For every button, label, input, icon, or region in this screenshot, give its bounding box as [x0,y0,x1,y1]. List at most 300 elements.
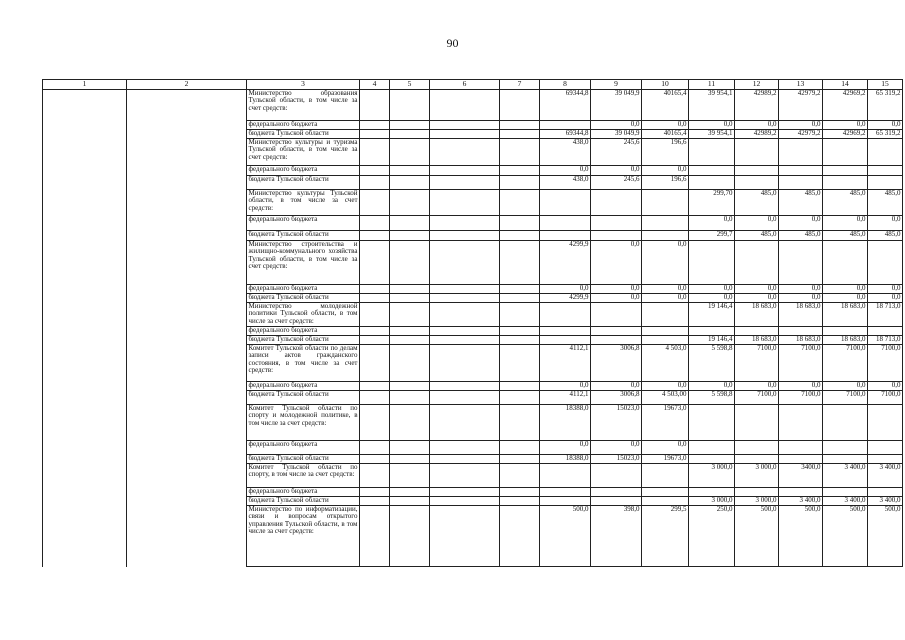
value-cell [779,405,823,441]
empty-cell [430,506,500,567]
value-cell: 0,0 [779,216,823,231]
row-description: Комитет Тульской области по спорту и молодежной политике, в том числе за счет средств: [247,405,360,441]
value-cell [689,176,735,190]
empty-cell [500,488,540,497]
empty-cell [430,382,500,391]
column-header-4: 4 [360,80,390,90]
value-cell [540,121,591,130]
value-cell [735,176,779,190]
value-cell: 0,0 [735,216,779,231]
value-cell: 0,0 [642,166,689,176]
value-cell: 3006,8 [591,345,642,382]
empty-cell [127,241,247,285]
value-cell: 500,0 [735,506,779,567]
empty-cell [500,455,540,464]
value-cell [868,166,903,176]
empty-cell [390,405,430,441]
empty-cell [127,441,247,455]
value-cell: 7100,0 [735,391,779,405]
value-cell: 0,0 [868,294,903,303]
row-description: бюджета Тульской области [247,391,360,405]
value-cell [823,176,868,190]
table-row [43,285,903,294]
value-cell: 4 503,00 [642,391,689,405]
value-cell: 40165,4 [642,90,689,121]
value-cell: 7100,0 [868,391,903,405]
empty-cell [43,130,127,139]
empty-cell [430,303,500,327]
empty-cell [127,190,247,216]
value-cell: 3 400,0 [823,497,868,506]
value-cell [735,405,779,441]
value-cell: 0,0 [779,382,823,391]
value-cell [779,455,823,464]
empty-cell [430,441,500,455]
value-cell: 4112,1 [540,391,591,405]
empty-cell [430,336,500,345]
empty-cell [127,455,247,464]
empty-cell [127,90,247,121]
value-cell: 42989,2 [735,90,779,121]
empty-cell [360,285,390,294]
value-cell: 3 000,0 [689,497,735,506]
value-cell: 18 683,0 [779,303,823,327]
empty-cell [127,506,247,567]
table-row [43,391,903,405]
empty-cell [360,345,390,382]
value-cell: 3 400,0 [868,497,903,506]
empty-cell [500,382,540,391]
value-cell: 3 000,0 [689,464,735,488]
table-row [43,166,903,176]
empty-cell [127,303,247,327]
value-cell: 196,6 [642,176,689,190]
empty-cell [390,285,430,294]
empty-cell [390,241,430,285]
value-cell: 18 683,0 [779,336,823,345]
table-row [43,190,903,216]
empty-cell [430,464,500,488]
empty-cell [430,455,500,464]
empty-cell [390,294,430,303]
empty-cell [360,139,390,166]
empty-cell [127,327,247,336]
column-header-1: 1 [43,80,127,90]
column-header-10: 10 [642,80,689,90]
empty-cell [43,294,127,303]
value-cell: 500,0 [868,506,903,567]
value-cell: 0,0 [735,382,779,391]
empty-cell [360,231,390,241]
value-cell [868,327,903,336]
empty-cell [127,464,247,488]
empty-cell [430,285,500,294]
value-cell [642,303,689,327]
table-row [43,216,903,231]
value-cell: 69344,8 [540,90,591,121]
table-row [43,497,903,506]
empty-cell [500,130,540,139]
empty-cell [360,382,390,391]
table-row [43,345,903,382]
row-description: Комитет Тульской области по делам записи актов гражданского состояния, в том числе за счет средств: [247,345,360,382]
empty-cell [127,382,247,391]
value-cell: 7100,0 [823,391,868,405]
empty-cell [430,121,500,130]
value-cell: 0,0 [591,294,642,303]
empty-cell [127,294,247,303]
value-cell: 0,0 [642,121,689,130]
row-description: федерального бюджета [247,285,360,294]
value-cell: 0,0 [540,166,591,176]
value-cell: 3 400,0 [868,464,903,488]
empty-cell [390,166,430,176]
value-cell: 0,0 [540,285,591,294]
empty-cell [43,121,127,130]
empty-cell [390,497,430,506]
value-cell: 438,0 [540,176,591,190]
value-cell: 0,0 [735,121,779,130]
value-cell [779,441,823,455]
value-cell: 485,0 [735,231,779,241]
empty-cell [390,441,430,455]
value-cell: 42979,2 [779,130,823,139]
empty-cell [500,345,540,382]
table-row [43,441,903,455]
value-cell [540,190,591,216]
value-cell [735,241,779,285]
empty-cell [360,464,390,488]
value-cell: 19 146,4 [689,303,735,327]
value-cell: 7100,0 [779,345,823,382]
empty-cell [500,294,540,303]
row-description: федерального бюджета [247,166,360,176]
empty-cell [127,285,247,294]
value-cell: 0,0 [823,382,868,391]
empty-cell [43,441,127,455]
row-description: бюджета Тульской области [247,130,360,139]
empty-cell [390,506,430,567]
empty-cell [500,506,540,567]
value-cell [689,327,735,336]
value-cell [591,303,642,327]
value-cell: 0,0 [735,294,779,303]
empty-cell [430,405,500,441]
value-cell [642,327,689,336]
empty-cell [500,139,540,166]
value-cell [689,241,735,285]
value-cell [735,455,779,464]
empty-cell [390,327,430,336]
column-header-12: 12 [735,80,779,90]
empty-cell [360,336,390,345]
empty-cell [360,130,390,139]
empty-cell [43,216,127,231]
empty-cell [127,391,247,405]
empty-cell [500,176,540,190]
table-row [43,488,903,497]
value-cell: 500,0 [779,506,823,567]
empty-cell [127,405,247,441]
empty-cell [360,166,390,176]
empty-cell [127,121,247,130]
empty-cell [390,391,430,405]
value-cell: 500,0 [540,506,591,567]
value-cell [735,441,779,455]
column-header-8: 8 [540,80,591,90]
value-cell [540,216,591,231]
value-cell [642,190,689,216]
value-cell: 0,0 [642,285,689,294]
value-cell [642,231,689,241]
value-cell: 18 683,0 [823,336,868,345]
empty-cell [43,506,127,567]
row-description: федерального бюджета [247,216,360,231]
value-cell: 0,0 [689,216,735,231]
row-description: Министерство строительства и жилищно-коммунального хозяйства Тульской области, в том числе за счет средств: [247,241,360,285]
empty-cell [390,90,430,121]
value-cell: 0,0 [591,441,642,455]
value-cell: 0,0 [591,166,642,176]
value-cell: 196,6 [642,139,689,166]
empty-cell [360,190,390,216]
table-row [43,231,903,241]
value-cell [540,488,591,497]
value-cell: 0,0 [642,294,689,303]
value-cell [540,497,591,506]
value-cell [779,139,823,166]
value-cell: 4299,9 [540,294,591,303]
empty-cell [43,176,127,190]
value-cell [735,488,779,497]
column-header-14: 14 [823,80,868,90]
column-header-13: 13 [779,80,823,90]
value-cell: 0,0 [642,441,689,455]
value-cell: 0,0 [642,382,689,391]
empty-cell [430,176,500,190]
table-row [43,176,903,190]
value-cell: 19 146,4 [689,336,735,345]
value-cell [868,176,903,190]
empty-cell [360,121,390,130]
value-cell [591,488,642,497]
value-cell: 485,0 [779,231,823,241]
value-cell [735,139,779,166]
empty-cell [500,303,540,327]
value-cell: 18388,0 [540,455,591,464]
value-cell: 250,0 [689,506,735,567]
row-description: Министерство культуры и туризма Тульской области, в том числе за счет средств: [247,139,360,166]
empty-cell [127,231,247,241]
empty-cell [500,121,540,130]
empty-cell [500,231,540,241]
value-cell: 0,0 [540,382,591,391]
value-cell: 0,0 [591,285,642,294]
empty-cell [43,90,127,121]
table-row [43,303,903,327]
empty-cell [500,90,540,121]
empty-cell [500,497,540,506]
row-description: федерального бюджета [247,488,360,497]
empty-cell [390,176,430,190]
value-cell: 0,0 [591,382,642,391]
value-cell: 7100,0 [823,345,868,382]
empty-cell [500,464,540,488]
row-description: федерального бюджета [247,382,360,391]
value-cell [591,190,642,216]
value-cell [823,241,868,285]
value-cell: 0,0 [823,216,868,231]
value-cell: 4299,9 [540,241,591,285]
empty-cell [43,497,127,506]
row-description: федерального бюджета [247,121,360,130]
value-cell: 0,0 [868,285,903,294]
empty-cell [360,488,390,497]
empty-cell [430,241,500,285]
table-row [43,327,903,336]
empty-cell [127,139,247,166]
empty-cell [360,441,390,455]
empty-cell [500,241,540,285]
empty-cell [43,190,127,216]
value-cell: 438,0 [540,139,591,166]
value-cell [689,488,735,497]
empty-cell [127,345,247,382]
empty-cell [430,90,500,121]
value-cell [823,405,868,441]
value-cell [779,327,823,336]
row-description: бюджета Тульской области [247,336,360,345]
value-cell: 485,0 [823,190,868,216]
empty-cell [127,336,247,345]
empty-cell [43,405,127,441]
value-cell: 0,0 [591,241,642,285]
row-description: бюджета Тульской области [247,176,360,190]
table-body [43,90,903,567]
value-cell: 19673,0 [642,405,689,441]
value-cell [642,464,689,488]
value-cell: 0,0 [779,121,823,130]
empty-cell [500,190,540,216]
value-cell [868,241,903,285]
value-cell: 42979,2 [779,90,823,121]
row-description: Министерство культуры Тульской области, в том числе за счет средств: [247,190,360,216]
empty-cell [360,405,390,441]
value-cell: 18 683,0 [735,303,779,327]
value-cell: 3006,8 [591,391,642,405]
value-cell: 0,0 [642,241,689,285]
empty-cell [390,139,430,166]
value-cell: 18 713,0 [868,303,903,327]
value-cell [823,441,868,455]
table-row [43,455,903,464]
empty-cell [43,488,127,497]
empty-cell [500,336,540,345]
value-cell: 0,0 [689,285,735,294]
empty-cell [500,166,540,176]
empty-cell [360,497,390,506]
table-row [43,121,903,130]
row-description: Министерство молодежной политики Тульской области, в том числе за счет средств: [248,302,358,325]
empty-cell [43,345,127,382]
table-row [43,464,903,488]
value-cell: 3 400,0 [823,464,868,488]
empty-cell [390,455,430,464]
empty-cell [430,139,500,166]
value-cell: 0,0 [689,382,735,391]
value-cell [591,327,642,336]
empty-cell [127,166,247,176]
value-cell: 4 503,0 [642,345,689,382]
empty-cell [127,176,247,190]
value-cell [779,176,823,190]
empty-cell [43,382,127,391]
value-cell [689,166,735,176]
value-cell: 398,0 [591,506,642,567]
value-cell: 0,0 [823,285,868,294]
value-cell [868,455,903,464]
empty-cell [127,216,247,231]
empty-cell [360,506,390,567]
value-cell: 0,0 [823,294,868,303]
row-description: федерального бюджета [247,327,360,336]
value-cell [823,139,868,166]
empty-cell [43,327,127,336]
value-cell: 39 049,9 [591,130,642,139]
empty-cell [500,405,540,441]
table-row [43,241,903,285]
value-cell [823,488,868,497]
table-row [43,382,903,391]
value-cell: 0,0 [779,294,823,303]
value-cell: 39 049,9 [591,90,642,121]
table-row [43,139,903,166]
value-cell [642,216,689,231]
empty-cell [390,231,430,241]
value-cell: 15023,0 [591,455,642,464]
value-cell: 7100,0 [868,345,903,382]
empty-cell [390,488,430,497]
empty-cell [500,216,540,231]
value-cell [540,303,591,327]
empty-cell [43,464,127,488]
value-cell [591,231,642,241]
value-cell [868,139,903,166]
empty-cell [43,166,127,176]
value-cell: 4112,1 [540,345,591,382]
empty-cell [430,216,500,231]
value-cell [540,327,591,336]
value-cell: 18 683,0 [735,336,779,345]
column-header-5: 5 [390,80,430,90]
empty-cell [127,488,247,497]
value-cell: 18 713,0 [868,336,903,345]
value-cell [540,464,591,488]
value-cell: 485,0 [868,231,903,241]
empty-cell [390,190,430,216]
value-cell: 65 319,2 [868,130,903,139]
value-cell: 42969,2 [823,130,868,139]
empty-cell [43,231,127,241]
column-header-9: 9 [591,80,642,90]
value-cell [779,488,823,497]
value-cell: 485,0 [823,231,868,241]
empty-cell [43,391,127,405]
value-cell: 299,70 [689,190,735,216]
value-cell [868,441,903,455]
row-description: бюджета Тульской области [247,497,360,506]
empty-cell [43,241,127,285]
